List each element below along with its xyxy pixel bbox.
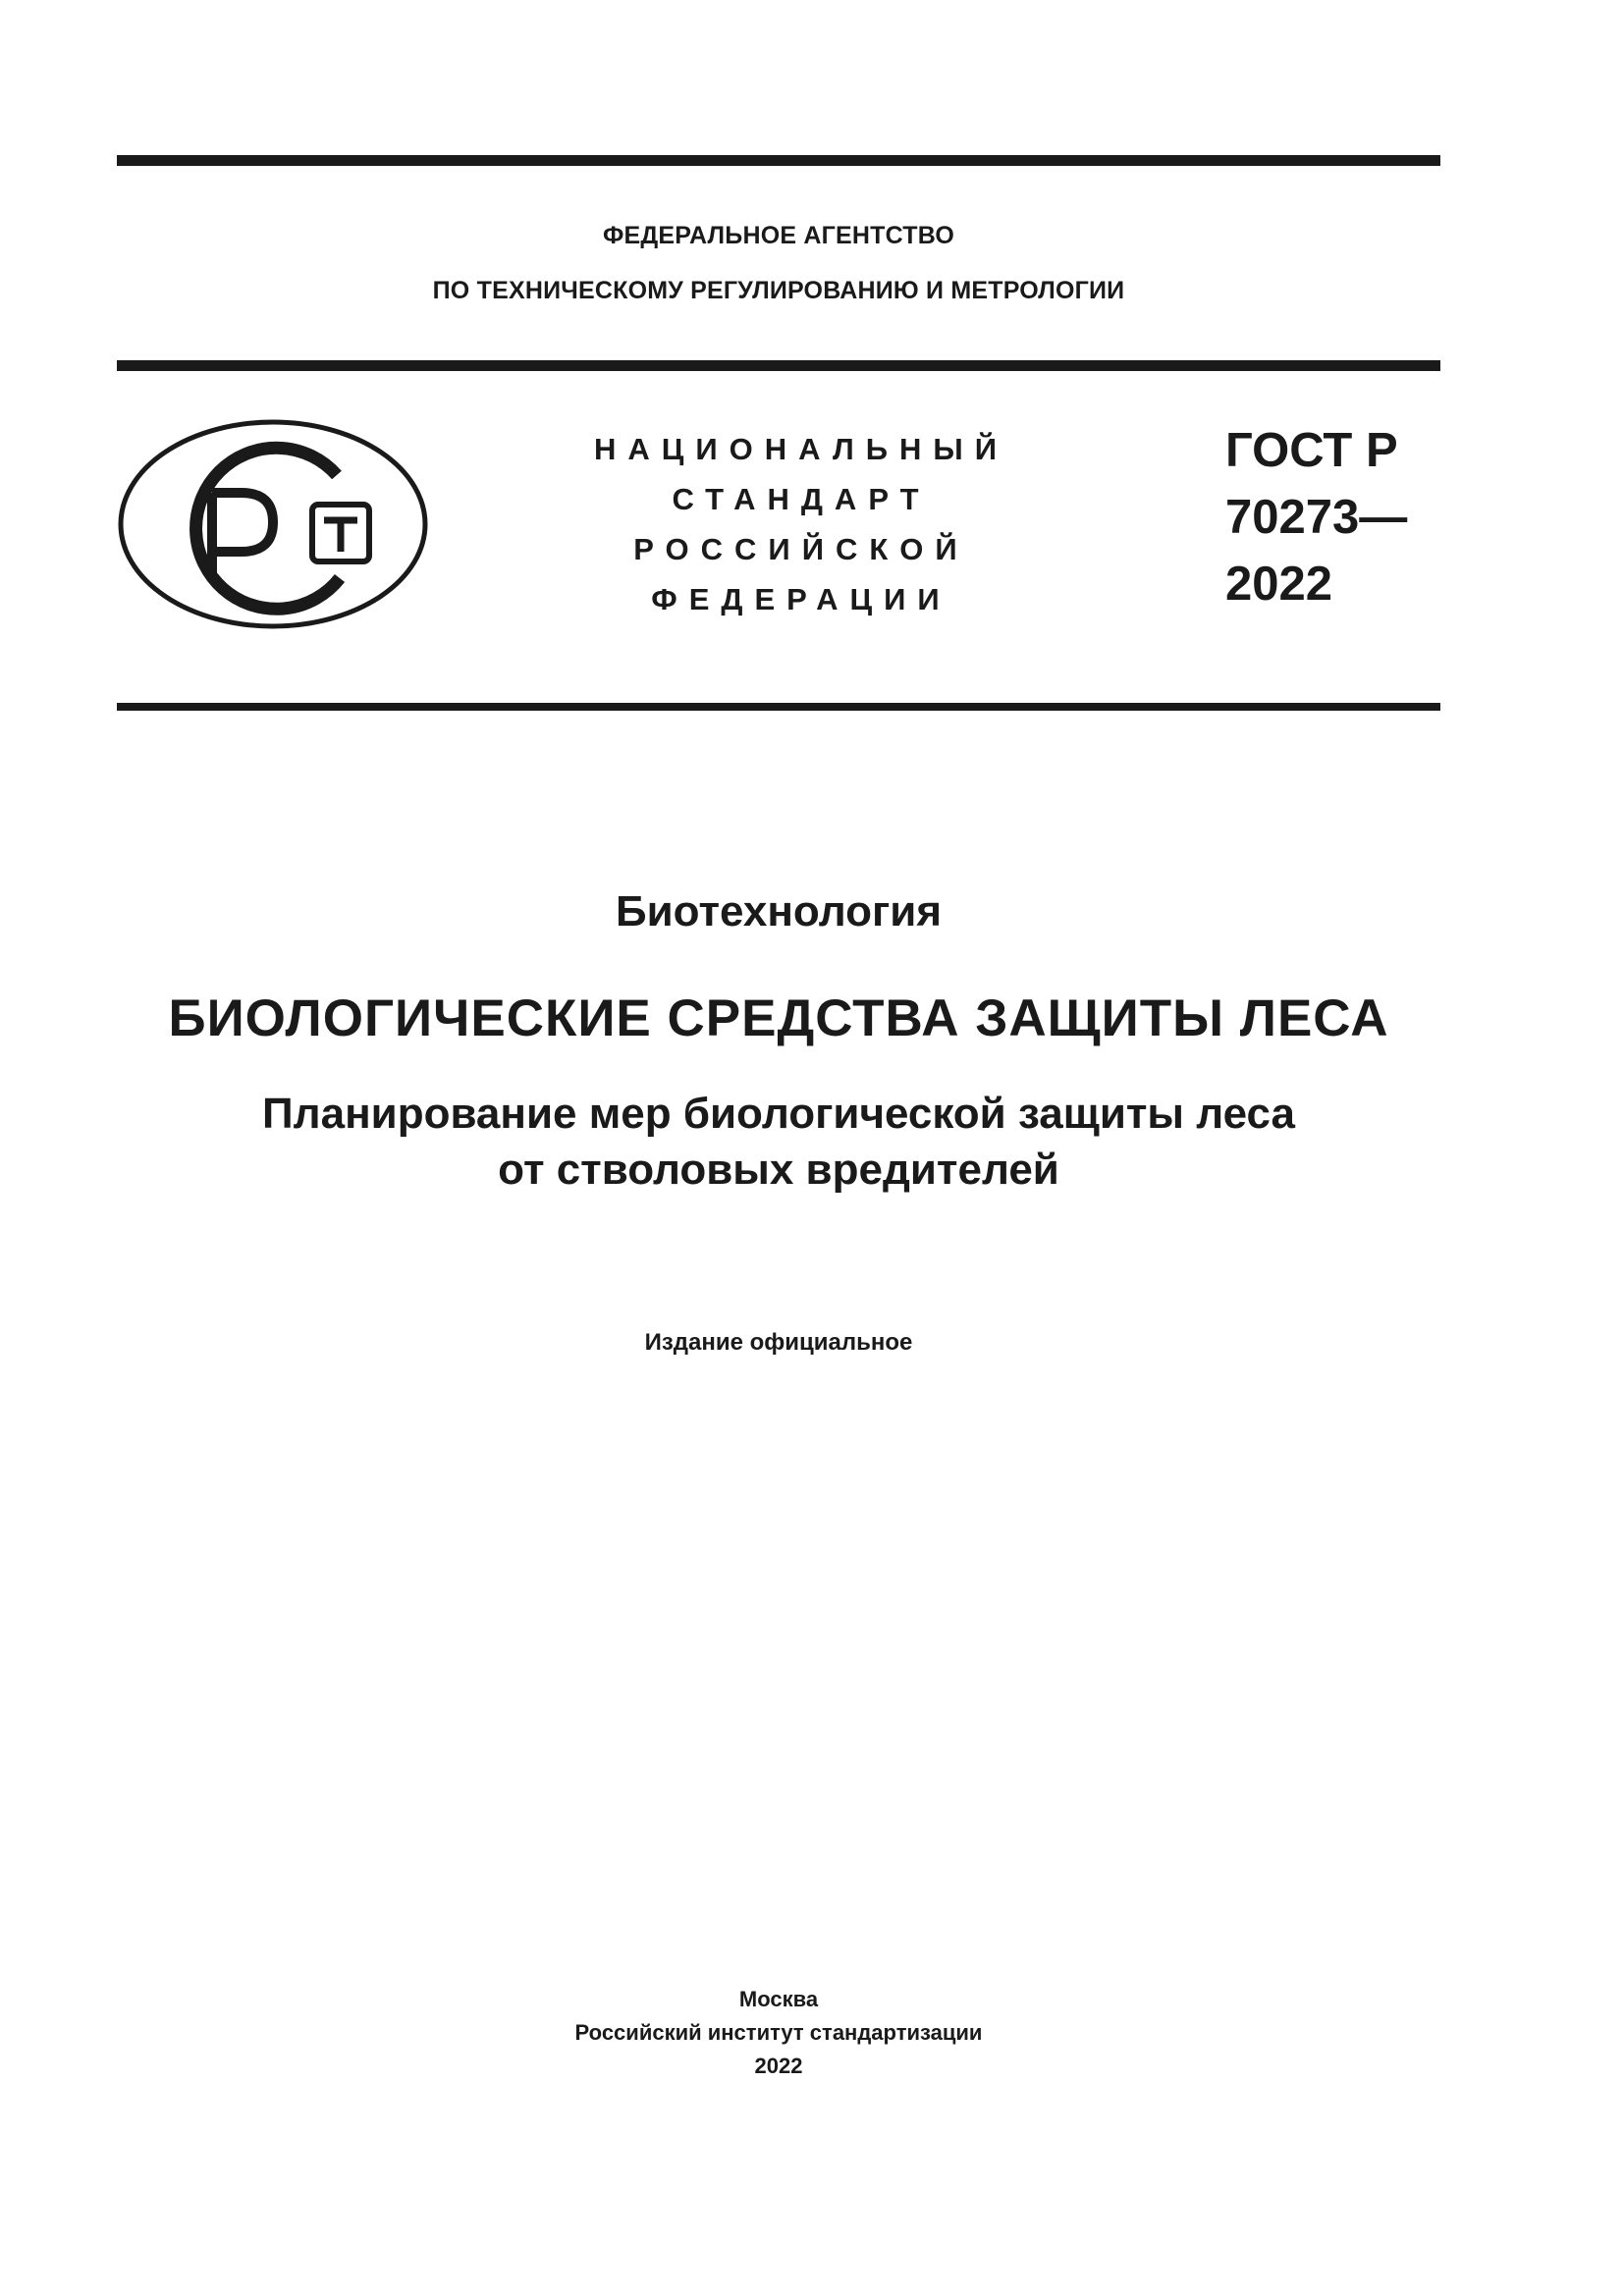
imprint-publisher: Российский институт стандартизации	[574, 2020, 983, 2045]
national-standard-line-3: РОССИЙСКОЙ	[633, 532, 969, 566]
document-subject: Биотехнология	[615, 887, 943, 935]
top-rule	[117, 155, 1440, 166]
agency-name-line-2: ПО ТЕХНИЧЕСКОМУ РЕГУЛИРОВАНИЮ И МЕТРОЛОГИИ	[432, 277, 1125, 304]
subtitle-line-1: Планирование мер биологической защиты леса	[262, 1090, 1295, 1138]
standard-designation	[1225, 417, 1407, 617]
bottom-rule	[117, 703, 1440, 711]
edition-note: Издание официальное	[644, 1329, 913, 1356]
national-standard-line-2: СТАНДАРТ	[672, 482, 931, 516]
document-title: БИОЛОГИЧЕСКИЕ СРЕДСТВА ЗАЩИТЫ ЛЕСА	[168, 989, 1389, 1047]
designation-line-1: ГОСТ Р	[1225, 424, 1398, 477]
national-standard-label	[585, 424, 1017, 624]
rst-mark-icon	[116, 416, 430, 632]
subtitle-line-2: от стволовых вредителей	[498, 1146, 1059, 1194]
national-standard-line-4: ФЕДЕРАЦИИ	[651, 582, 951, 616]
middle-rule	[117, 360, 1440, 371]
imprint-year: 2022	[754, 2054, 803, 2078]
national-standard-line-1: НАЦИОНАЛЬНЫЙ	[593, 432, 1009, 466]
imprint-city: Москва	[738, 1987, 819, 2011]
document-subtitle	[117, 1086, 1440, 1198]
designation-line-2: 70273—	[1225, 491, 1408, 544]
agency-name-line-1: ФЕДЕРАЛЬНОЕ АГЕНТСТВО	[603, 222, 954, 249]
designation-line-3: 2022	[1225, 558, 1333, 611]
